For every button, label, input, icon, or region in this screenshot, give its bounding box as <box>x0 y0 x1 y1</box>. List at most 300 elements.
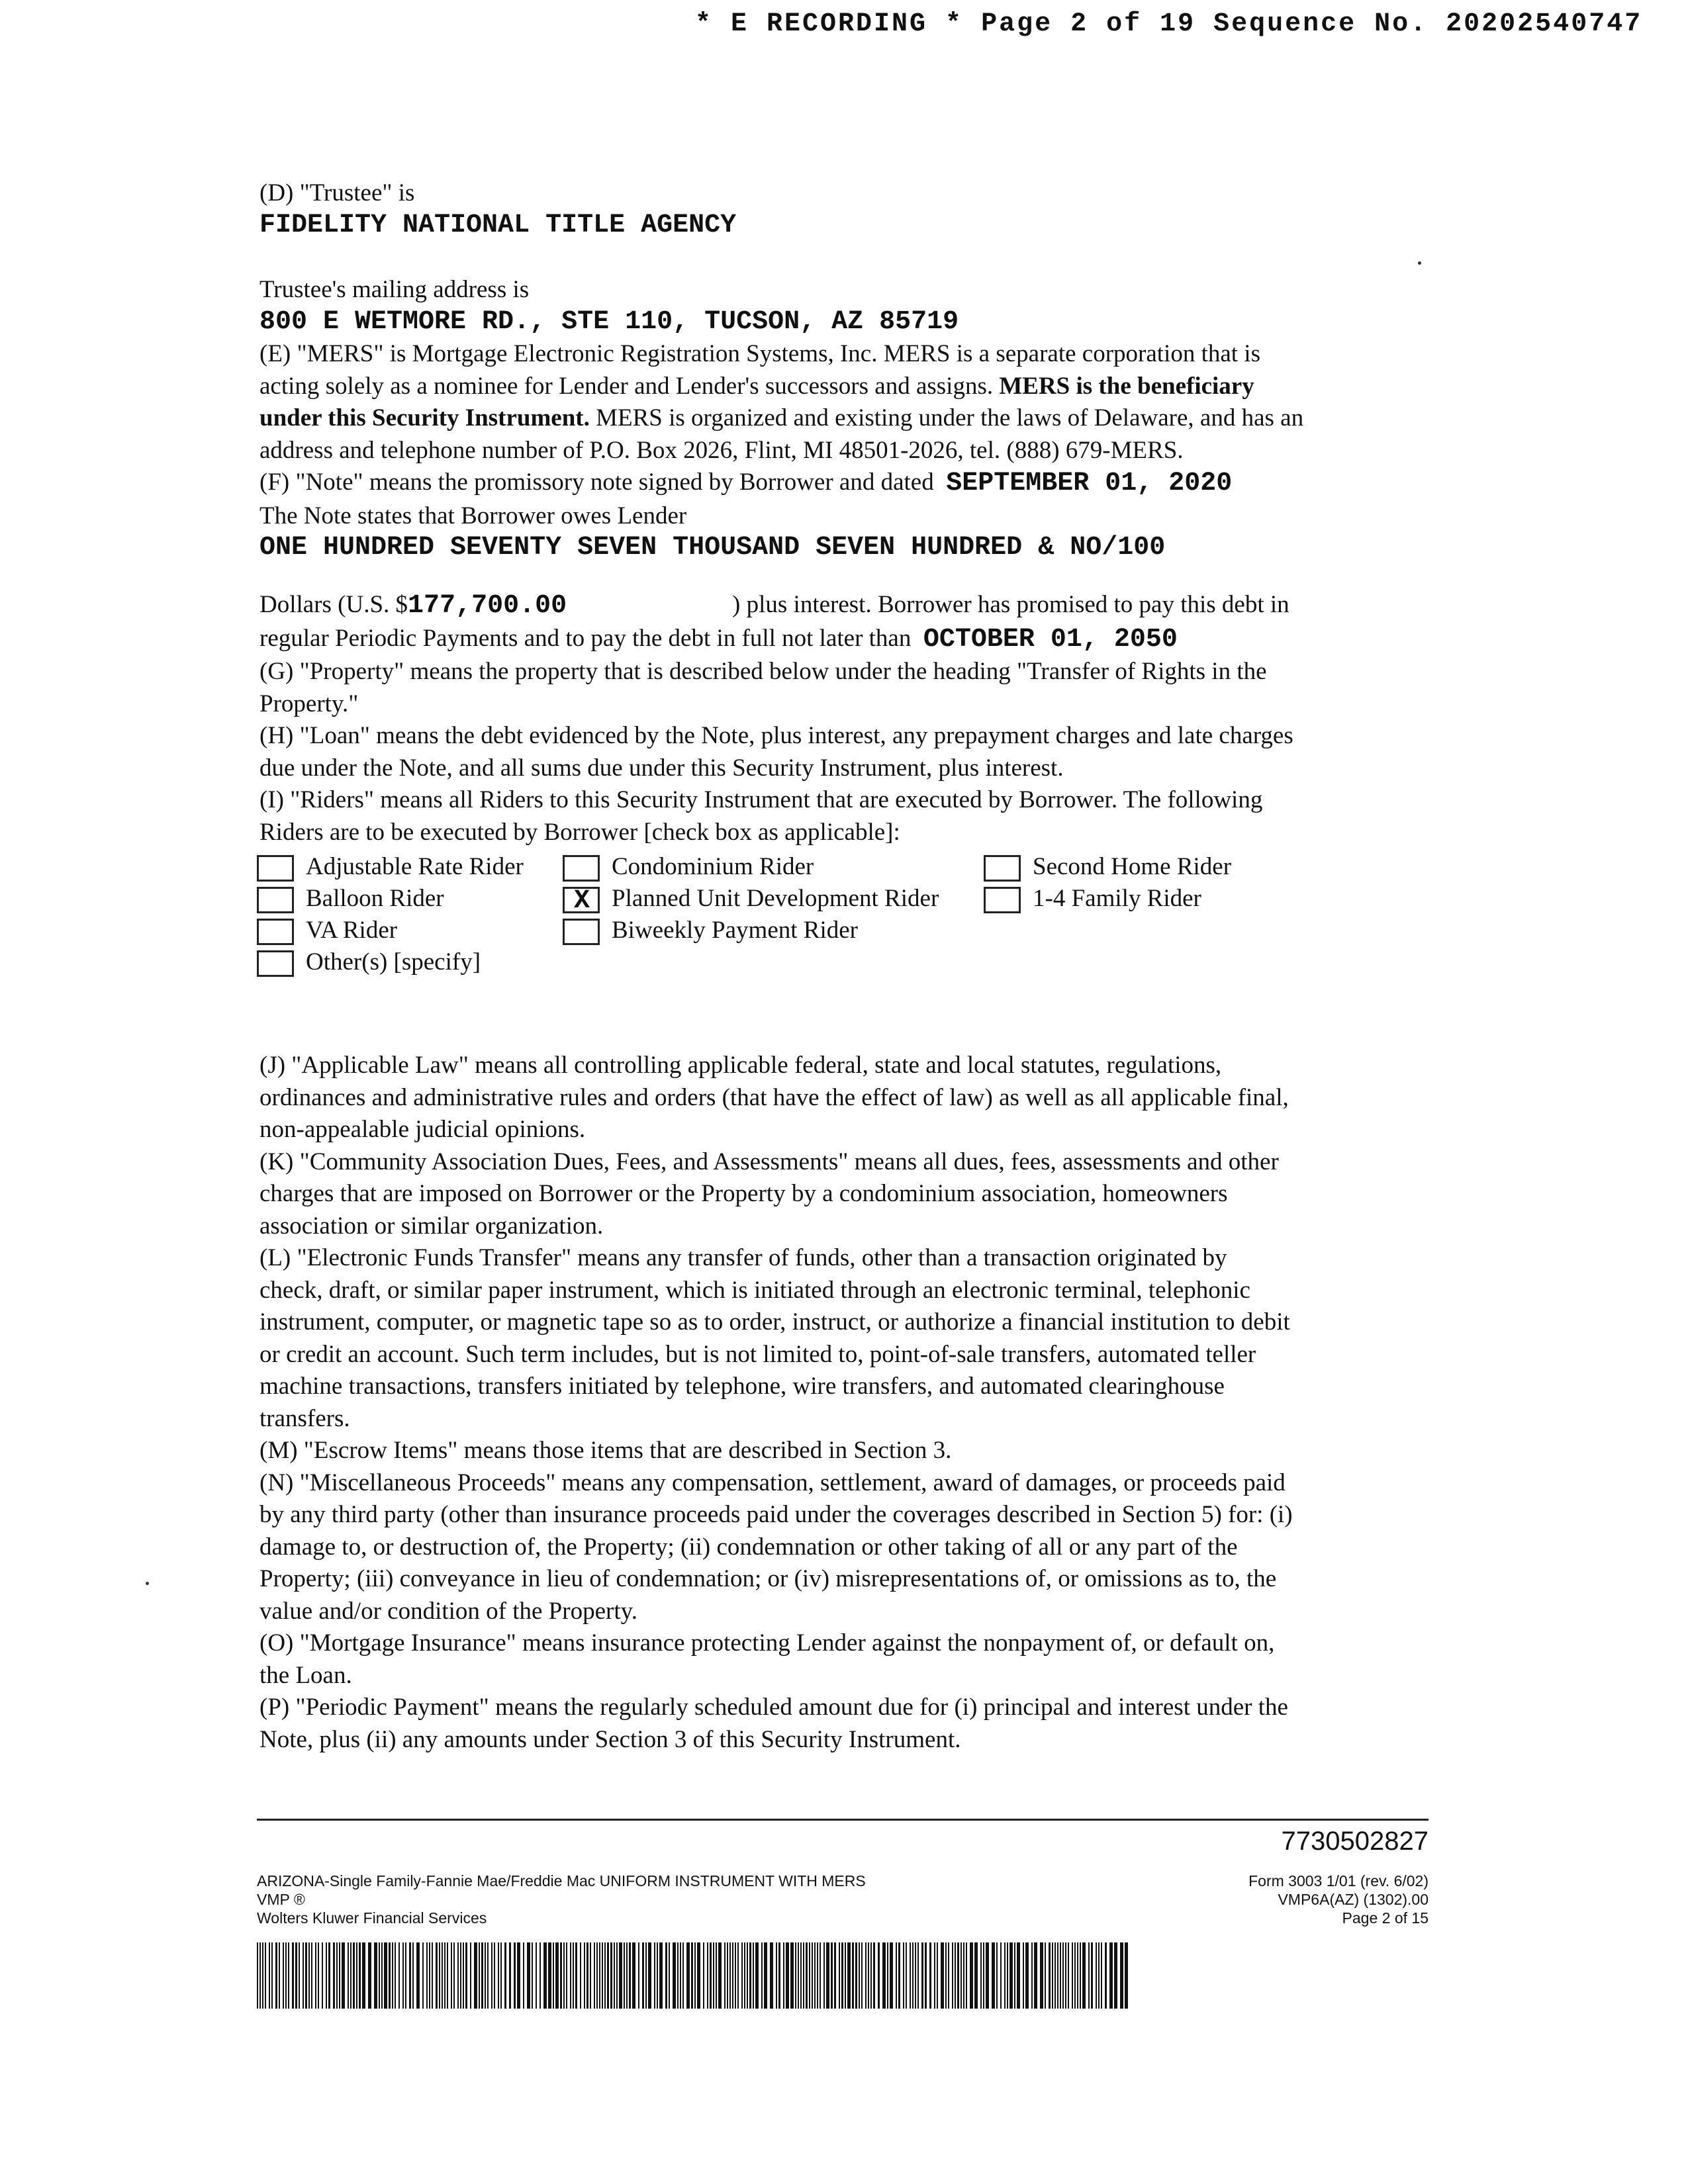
def-j-2: ordinances and administrative rules and orders (that have the effect of law) as well as all applicable final, <box>259 1083 1289 1111</box>
barcode-bar <box>262 1942 263 2009</box>
def-n-4: Property; (iii) conveyance in lieu of condemnation; or (iv) misrepresentations of, or omissions as to, the <box>259 1565 1277 1592</box>
barcode-bar <box>442 1942 443 2009</box>
barcode-bar <box>737 1942 739 2009</box>
barcode-bar <box>1096 1942 1097 2009</box>
barcode-bar <box>1114 1942 1117 2009</box>
barcode-bar <box>308 1942 310 2009</box>
barcode-bar <box>820 1942 821 2009</box>
def-l-4: or credit an account. Such term includes, but is not limited to, point-of-sale transfers, automated teller <box>259 1340 1256 1368</box>
publisher: Wolters Kluwer Financial Services <box>257 1909 487 1927</box>
barcode-bar <box>839 1942 840 2009</box>
rider-label: Planned Unit Development Rider <box>612 885 939 912</box>
barcode-bar <box>945 1942 947 2009</box>
barcode-bar <box>575 1942 577 2009</box>
def-p-2: Note, plus (ii) any amounts under Section 3 of this Security Instrument. <box>259 1725 961 1753</box>
def-o-2: the Loan. <box>259 1661 352 1689</box>
barcode-bar <box>896 1942 897 2009</box>
loan-number: 7730502827 <box>1281 1827 1429 1856</box>
trustee-heading: (D) "Trustee" is <box>259 179 415 206</box>
barcode-bar <box>305 1942 307 2009</box>
barcode-bar <box>479 1942 480 2009</box>
barcode-bar <box>1045 1942 1046 2009</box>
barcode-bar <box>384 1942 387 2009</box>
barcode-bar <box>783 1942 784 2009</box>
def-l-6: transfers. <box>259 1404 350 1432</box>
form-code: VMP6A(AZ) (1302).00 <box>1278 1891 1429 1908</box>
barcode-bar <box>1049 1942 1051 2009</box>
barcode-bar <box>980 1942 982 2009</box>
barcode-bar <box>527 1942 530 2009</box>
barcode-bar <box>686 1942 690 2009</box>
barcode-bar <box>724 1942 726 2009</box>
barcode-bar <box>586 1942 588 2009</box>
barcode-bar <box>257 1942 258 2009</box>
barcode-bar <box>303 1942 304 2009</box>
barcode-bar <box>1017 1942 1020 2009</box>
barcode-bar <box>362 1942 365 2009</box>
barcode-bar <box>735 1942 736 2009</box>
barcode-bar <box>1088 1942 1090 2009</box>
barcode-bar <box>657 1942 658 2009</box>
barcode-bar <box>776 1942 777 2009</box>
barcode-bar <box>703 1942 704 2009</box>
barcode-bar <box>1074 1942 1076 2009</box>
barcode-bar <box>295 1942 297 2009</box>
def-n-3: damage to, or destruction of, the Property; (ii) condemnation or other taking of all or any part of the <box>259 1533 1238 1561</box>
barcode-bar <box>374 1942 377 2009</box>
barcode-bar <box>553 1942 554 2009</box>
barcode-bar <box>453 1942 455 2009</box>
barcode-bar <box>934 1942 935 2009</box>
barcode-bar <box>474 1942 477 2009</box>
barcode-bar <box>800 1942 802 2009</box>
barcode-bar <box>422 1942 424 2009</box>
barcode-bar <box>1057 1942 1058 2009</box>
barcode-bar <box>491 1942 492 2009</box>
barcode-bar <box>727 1942 728 2009</box>
scan-dot <box>146 1582 149 1585</box>
mers-line-1: (E) "MERS" is Mortgage Electronic Registration Systems, Inc. MERS is a separate corporation that is <box>259 340 1260 367</box>
barcode-bar <box>986 1942 989 2009</box>
barcode-bar <box>432 1942 433 2009</box>
barcode-bar <box>809 1942 810 2009</box>
barcode-bar <box>747 1942 748 2009</box>
barcode-bar <box>619 1942 622 2009</box>
barcode-bar <box>680 1942 681 2009</box>
barcode-bar <box>532 1942 533 2009</box>
note-amount: 177,700.00 <box>408 591 567 621</box>
barcode-bar <box>691 1942 693 2009</box>
barcode-bar <box>770 1942 773 2009</box>
barcode-bar <box>517 1942 520 2009</box>
rider-label: Other(s) [specify] <box>306 948 481 976</box>
barcode-bar <box>599 1942 600 2009</box>
barcode-bar <box>1014 1942 1015 2009</box>
barcode-bar <box>594 1942 595 2009</box>
barcode-bar <box>798 1942 799 2009</box>
barcode-bar <box>465 1942 467 2009</box>
barcode-bar <box>870 1942 872 2009</box>
rider-label: Balloon Rider <box>306 885 444 912</box>
barcode-bar <box>753 1942 754 2009</box>
barcode-bar <box>426 1942 428 2009</box>
barcode-bar <box>336 1942 338 2009</box>
barcode-bar <box>416 1942 420 2009</box>
barcode-bar <box>929 1942 931 2009</box>
barcode-bar <box>348 1942 349 2009</box>
barcode-bar <box>1034 1942 1037 2009</box>
barcode-bar <box>299 1942 300 2009</box>
barcode-bar <box>536 1942 537 2009</box>
barcode-bar <box>694 1942 696 2009</box>
barcode-bar <box>948 1942 949 2009</box>
barcode-bar <box>983 1942 984 2009</box>
form-number: Form 3003 1/01 (rev. 6/02) <box>1248 1872 1429 1889</box>
barcode-bar <box>570 1942 571 2009</box>
barcode <box>257 1942 1131 2009</box>
barcode-bar <box>353 1942 355 2009</box>
barcode-bar <box>359 1942 361 2009</box>
barcode-bar <box>1009 1942 1013 2009</box>
barcode-bar <box>463 1942 464 2009</box>
footer-rule <box>257 1819 1429 1821</box>
barcode-bar <box>283 1942 284 2009</box>
barcode-bar <box>632 1942 635 2009</box>
barcode-bar <box>778 1942 780 2009</box>
rider-label: Second Home Rider <box>1033 853 1232 880</box>
def-h-2: due under the Note, and all sums due under this Security Instrument, plus interest. <box>259 754 1064 782</box>
barcode-bar <box>912 1942 914 2009</box>
barcode-bar <box>1023 1942 1024 2009</box>
note-line-2: The Note states that Borrower owes Lender <box>259 502 687 529</box>
barcode-bar <box>326 1942 327 2009</box>
form-id-block <box>1248 1872 1429 1927</box>
barcode-bar <box>910 1942 911 2009</box>
rider-label: Biweekly Payment Rider <box>612 917 858 944</box>
checkbox[interactable] <box>984 855 1021 882</box>
barcode-bar <box>292 1942 294 2009</box>
barcode-bar <box>952 1942 953 2009</box>
barcode-bar <box>957 1942 959 2009</box>
barcode-bar <box>1007 1942 1008 2009</box>
barcode-bar <box>409 1942 411 2009</box>
form-page-number: Page 2 of 15 <box>1342 1909 1429 1927</box>
barcode-bar <box>447 1942 448 2009</box>
def-k-3: association or similar organization. <box>259 1212 604 1240</box>
barcode-bar <box>504 1942 506 2009</box>
barcode-bar <box>470 1942 471 2009</box>
trustee-mailing-label: Trustee's mailing address is <box>259 276 530 303</box>
barcode-bar <box>710 1942 712 2009</box>
form-title-block <box>257 1872 866 1927</box>
mers-line-2: acting solely as a nominee for Lender and Lender's successors and assigns. MERS is the beneficiary <box>259 372 1254 400</box>
barcode-bar <box>322 1942 323 2009</box>
barcode-bar <box>614 1942 615 2009</box>
barcode-bar <box>834 1942 836 2009</box>
barcode-bar <box>350 1942 352 2009</box>
barcode-bar <box>560 1942 562 2009</box>
barcode-bar <box>275 1942 277 2009</box>
barcode-bar <box>395 1942 396 2009</box>
barcode-bar <box>436 1942 438 2009</box>
checkbox[interactable] <box>257 855 294 882</box>
barcode-bar <box>669 1942 670 2009</box>
checkbox[interactable] <box>257 887 294 913</box>
barcode-bar <box>718 1942 722 2009</box>
barcode-bar <box>970 1942 973 2009</box>
checkbox-checked[interactable]: X <box>563 887 600 913</box>
barcode-bar <box>638 1942 639 2009</box>
def-g-2: Property." <box>259 690 359 717</box>
barcode-bar <box>555 1942 559 2009</box>
barcode-bar <box>543 1942 547 2009</box>
barcode-bar <box>642 1942 644 2009</box>
barcode-bar <box>444 1942 445 2009</box>
barcode-bar <box>659 1942 663 2009</box>
barcode-bar <box>580 1942 581 2009</box>
barcode-bar <box>1031 1942 1033 2009</box>
barcode-bar <box>498 1942 499 2009</box>
barcode-bar <box>602 1942 603 2009</box>
barcode-bar <box>318 1942 319 2009</box>
def-n-5: value and/or condition of the Property. <box>259 1597 637 1625</box>
barcode-bar <box>259 1942 261 2009</box>
barcode-bar <box>514 1942 516 2009</box>
barcode-bar <box>1125 1942 1128 2009</box>
barcode-bar <box>566 1942 567 2009</box>
barcode-bar <box>1052 1942 1053 2009</box>
barcode-bar <box>315 1942 316 2009</box>
barcode-bar <box>921 1942 923 2009</box>
barcode-bar <box>269 1942 270 2009</box>
barcode-bar <box>682 1942 684 2009</box>
barcode-bar <box>607 1942 609 2009</box>
barcode-bar <box>265 1942 266 2009</box>
trustee-section <box>259 177 1431 242</box>
barcode-bar <box>1082 1942 1086 2009</box>
note-dollars-line: Dollars (U.S. $177,700.00 ) plus interest. Borrower has promised to pay this debt in <box>259 589 1431 623</box>
def-i-1: (I) "Riders" means all Riders to this Security Instrument that are executed by Borrower. The following <box>259 786 1263 813</box>
barcode-bar <box>915 1942 916 2009</box>
barcode-bar <box>405 1942 406 2009</box>
definitions-j-to-p <box>259 1050 1431 1756</box>
barcode-bar <box>1000 1942 1002 2009</box>
barcode-bar <box>412 1942 414 2009</box>
barcode-bar <box>917 1942 919 2009</box>
barcode-bar <box>392 1942 393 2009</box>
barcode-bar <box>1091 1942 1093 2009</box>
barcode-bar <box>713 1942 714 2009</box>
barcode-bar <box>841 1942 843 2009</box>
barcode-bar <box>859 1942 860 2009</box>
def-l-1: (L) "Electronic Funds Transfer" means any transfer of funds, other than a transaction originated by <box>259 1244 1227 1271</box>
barcode-bar <box>937 1942 938 2009</box>
barcode-bar <box>389 1942 391 2009</box>
barcode-bar <box>786 1942 789 2009</box>
barcode-bar <box>339 1942 340 2009</box>
barcode-bar <box>1077 1942 1078 2009</box>
vendor-mark: VMP ® <box>257 1891 305 1908</box>
def-n-2: by any third party (other than insurance proceeds paid under the coverages described in Section 5) for: (i) <box>259 1501 1293 1528</box>
barcode-bar <box>729 1942 731 2009</box>
rider-label: Adjustable Rate Rider <box>306 853 524 880</box>
note-line-1: (F) "Note" means the promissory note signed by Borrower and dated SEPTEMBER 01, 2020 <box>259 469 1233 498</box>
def-j-1: (J) "Applicable Law" means all controlling applicable federal, state and local statutes, regulations, <box>259 1052 1222 1079</box>
barcode-bar <box>861 1942 863 2009</box>
barcode-bar <box>817 1942 818 2009</box>
barcode-bar <box>481 1942 483 2009</box>
barcode-bar <box>826 1942 829 2009</box>
barcode-bar <box>1080 1942 1081 2009</box>
barcode-bar <box>624 1942 625 2009</box>
barcode-bar <box>333 1942 335 2009</box>
def-i-2: Riders are to be executed by Borrower [check box as applicable]: <box>259 818 900 846</box>
barcode-bar <box>814 1942 816 2009</box>
barcode-bar <box>485 1942 486 2009</box>
barcode-bar <box>1062 1942 1064 2009</box>
note-date: SEPTEMBER 01, 2020 <box>946 469 1233 498</box>
barcode-bar <box>673 1942 676 2009</box>
scan-dot <box>1418 261 1421 265</box>
barcode-bar <box>590 1942 591 2009</box>
barcode-bar <box>665 1942 667 2009</box>
barcode-bar <box>629 1942 631 2009</box>
trustee-name: FIDELITY NATIONAL TITLE AGENCY <box>259 210 737 240</box>
def-o-1: (O) "Mortgage Insurance" means insurance protecting Lender against the nonpayment of, or default on, <box>259 1629 1275 1657</box>
barcode-bar <box>279 1942 280 2009</box>
barcode-bar <box>1120 1942 1123 2009</box>
barcode-bar <box>847 1942 851 2009</box>
barcode-bar <box>1068 1942 1069 2009</box>
barcode-bar <box>381 1942 383 2009</box>
def-m-1: (M) "Escrow Items" means those items that are described in Section 3. <box>259 1437 952 1464</box>
checkbox[interactable] <box>257 950 294 977</box>
def-j-3: non-appealable judicial opinions. <box>259 1116 586 1143</box>
note-terms <box>259 589 1431 848</box>
checkbox[interactable] <box>563 919 600 945</box>
barcode-bar <box>831 1942 833 2009</box>
barcode-bar <box>764 1942 767 2009</box>
barcode-bar <box>803 1942 804 2009</box>
barcode-bar <box>1101 1942 1102 2009</box>
checkbox[interactable] <box>563 855 600 882</box>
barcode-bar <box>1004 1942 1006 2009</box>
barcode-bar <box>1072 1942 1073 2009</box>
barcode-bar <box>925 1942 927 2009</box>
barcode-bar <box>487 1942 489 2009</box>
barcode-bar <box>563 1942 565 2009</box>
barcode-bar <box>402 1942 404 2009</box>
mers-line-3: under this Security Instrument. MERS is organized and existing under the laws of Delaware, and has an <box>259 404 1304 432</box>
def-n-1: (N) "Miscellaneous Proceeds" means any compensation, settlement, award of damages, or proceeds paid <box>259 1469 1286 1496</box>
barcode-bar <box>610 1942 612 2009</box>
barcode-bar <box>509 1942 511 2009</box>
barcode-bar <box>1055 1942 1056 2009</box>
barcode-bar <box>707 1942 708 2009</box>
barcode-bar <box>1105 1942 1107 2009</box>
note-maturity-line: regular Periodic Payments and to pay the debt in full not later than OCTOBER 01, 2050 <box>259 624 1178 655</box>
rider-label: 1-4 Family Rider <box>1033 885 1201 912</box>
barcode-bar <box>845 1942 846 2009</box>
note-amount-words: ONE HUNDRED SEVENTY SEVEN THOUSAND SEVEN HUNDRED & NO/100 <box>259 533 1166 563</box>
checkbox[interactable] <box>984 887 1021 913</box>
def-l-3: instrument, computer, or magnetic tape so as to order, instruct, or authorize a financial institution to debit <box>259 1308 1290 1336</box>
barcode-bar <box>311 1942 312 2009</box>
def-l-2: check, draft, or similar paper instrument, which is initiated through an electronic terminal, telephonic <box>259 1276 1250 1304</box>
barcode-bar <box>584 1942 585 2009</box>
barcode-bar <box>878 1942 880 2009</box>
trustee-mailing-address: 800 E WETMORE RD., STE 110, TUCSON, AZ 85719 <box>259 306 959 337</box>
barcode-bar <box>761 1942 763 2009</box>
barcode-bar <box>966 1942 967 2009</box>
rider-label: VA Rider <box>306 917 398 944</box>
barcode-bar <box>996 1942 998 2009</box>
barcode-bar <box>887 1942 888 2009</box>
barcode-bar <box>941 1942 944 2009</box>
barcode-bar <box>616 1942 618 2009</box>
barcode-bar <box>451 1942 452 2009</box>
barcode-bar <box>1109 1942 1113 2009</box>
barcode-bar <box>573 1942 574 2009</box>
barcode-bar <box>1040 1942 1043 2009</box>
barcode-bar <box>368 1942 371 2009</box>
barcode-bar <box>882 1942 886 2009</box>
barcode-bar <box>288 1942 289 2009</box>
barcode-bar <box>271 1942 273 2009</box>
def-k-1: (K) "Community Association Dues, Fees, and Assessments" means all dues, fees, assessments and other <box>259 1148 1279 1175</box>
barcode-bar <box>399 1942 400 2009</box>
barcode-bar <box>494 1942 495 2009</box>
barcode-bar <box>855 1942 857 2009</box>
barcode-bar <box>697 1942 700 2009</box>
barcode-bar <box>741 1942 743 2009</box>
def-k-2: charges that are imposed on Borrower or the Property by a condominium association, homeowners <box>259 1180 1228 1207</box>
barcode-bar <box>732 1942 733 2009</box>
barcode-bar <box>596 1942 598 2009</box>
barcode-bar <box>626 1942 628 2009</box>
def-p-1: (P) "Periodic Payment" means the regularly scheduled amount due for (i) principal and interest under the <box>259 1694 1288 1721</box>
def-l-5: machine transactions, transfers initiated by telephone, wire transfers, and automated clearinghouse <box>259 1373 1225 1400</box>
barcode-bar <box>961 1942 962 2009</box>
barcode-bar <box>429 1942 430 2009</box>
barcode-bar <box>790 1942 794 2009</box>
barcode-bar <box>677 1942 679 2009</box>
barcode-bar <box>749 1942 751 2009</box>
barcode-bar <box>823 1942 825 2009</box>
barcode-bar <box>865 1942 867 2009</box>
barcode-bar <box>523 1942 524 2009</box>
barcode-bar <box>898 1942 900 2009</box>
barcode-bar <box>460 1942 461 2009</box>
barcode-bar <box>906 1942 907 2009</box>
barcode-bar <box>645 1942 647 2009</box>
barcode-bar <box>1025 1942 1029 2009</box>
barcode-bar <box>604 1942 606 2009</box>
barcode-bar <box>903 1942 904 2009</box>
barcode-bar <box>868 1942 869 2009</box>
checkbox[interactable] <box>257 919 294 945</box>
barcode-bar <box>992 1942 995 2009</box>
def-h-1: (H) "Loan" means the debt evidenced by the Note, plus interest, any prepayment charges and late charges <box>259 722 1293 749</box>
barcode-bar <box>812 1942 813 2009</box>
barcode-bar <box>1060 1942 1061 2009</box>
def-g-1: (G) "Property" means the property that is described below under the heading "Transfer of Rights in the <box>259 658 1267 685</box>
barcode-bar <box>890 1942 893 2009</box>
form-title: ARIZONA-Single Family-Fannie Mae/Freddie Mac UNIFORM INSTRUMENT WITH MERS <box>257 1872 866 1889</box>
mers-line-4: address and telephone number of P.O. Box 2026, Flint, MI 48501-2026, tel. (888) 679-MERS. <box>259 436 1184 464</box>
barcode-bar <box>342 1942 345 2009</box>
barcode-bar <box>285 1942 287 2009</box>
